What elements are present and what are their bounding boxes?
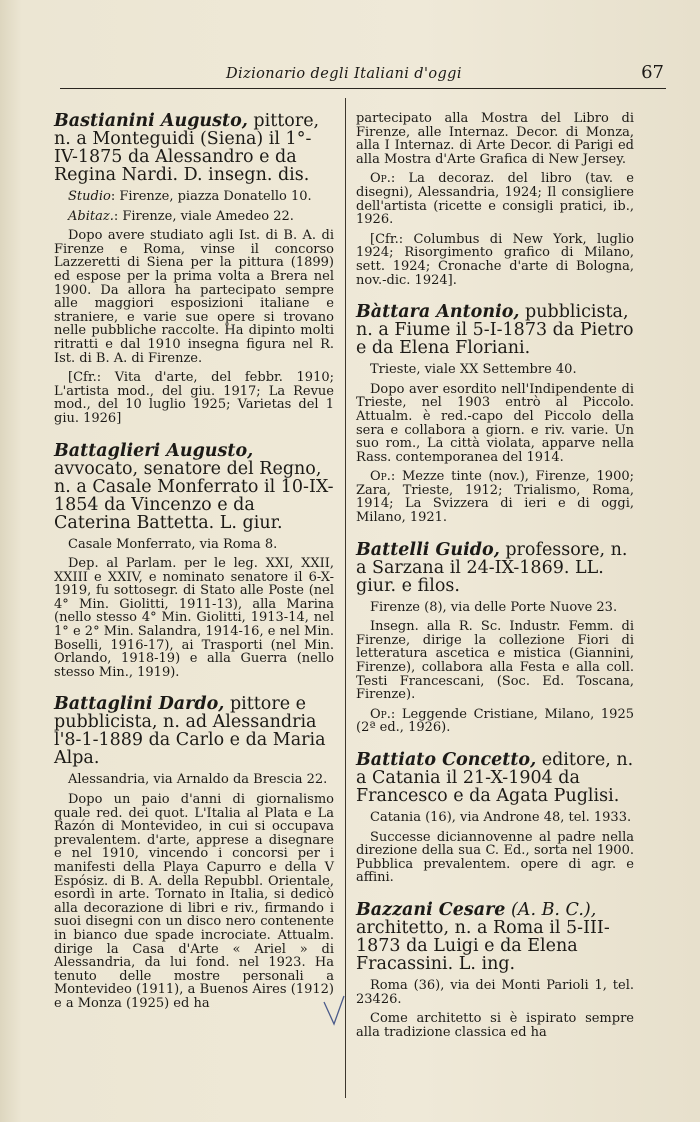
entry-lead <box>356 541 634 595</box>
abitaz-address: : Firenze, viale Amedeo 22. <box>113 208 294 224</box>
right-column <box>356 112 634 1055</box>
entry-name: Bazzani Cesare <box>356 899 506 920</box>
pencil-mark-icon <box>322 990 356 1030</box>
entry-battelli <box>356 541 634 735</box>
entry-summary: professore, n. a Sarzana il 24-IX-1869. LL. giur. e filos. <box>356 539 628 596</box>
entry-battaglieri <box>54 442 334 680</box>
entry-body: Dopo un paio d'anni di giornalismo quale red. dei quot. L'Italia al Plata e La Razón di Montevideo, in cui si occupava prevalentem. d'arte, apprese a disegnare e nel 1910, vincendo i concorsi per i manifesti della Playa Capurro e della V Espósiz. di B. A. della Repubbl. Orientale, esordì in arte. Tornato in Italia, si dedicò alla decorazione di libri e riv., firmando i suoi disegni con un disco nero contenente in bianco due spade incrociate. Attualm. dirige la Casa d'Arte « Ariel » di Alessandria, da lui fond. nel 1923. Ha tenuto delle mostre personali a Montevideo (1911), a Buenos Aires (1912) e a Monza (1925) ed ha <box>54 792 334 1011</box>
entry-address: Casale Monferrato, via Roma 8. <box>68 536 278 552</box>
works-list: Mezze tinte (nov.), Firenze, 1900; Zara, Trieste, 1912; Trialismo, Roma, 1914; La Svizzera di ieri e di oggi, Milano, 1921. <box>356 469 634 526</box>
entry-address: Trieste, viale XX Settembre 40. <box>370 362 577 378</box>
entry-body: Insegn. alla R. Sc. Industr. Femm. di Firenze, dirige la collezione Fiori di letteratura ascetica e mistica (Giannini, Firenze), collabora alla Festa e alla coll. Testi Francescani, (Soc. Ed. Toscana, Firenze). <box>356 619 634 703</box>
entry-name: Battaglini Dardo, <box>54 694 225 715</box>
entry-name-alias: (A. B. C.), <box>505 899 597 920</box>
entry-battaglini-continued <box>356 112 634 287</box>
entry-works <box>356 172 634 226</box>
entry-name: Bàttara Antonio, <box>356 302 520 323</box>
entry-summary: pittore, n. a Monteguidi (Siena) il 1°-IV-1875 da Alessandro e da Regina Nardi. D. insegn. dis. <box>54 111 320 185</box>
entry-summary: architetto, n. a Roma il 5-III-1873 da Luigi e da Elena Fracassini. L. ing. <box>356 917 610 974</box>
entry-body: Dopo avere studiato agli Ist. di B. A. di Firenze e Roma, vinse il concorso Lazzeretti di Siena per la pittura (1899) ed espose per la prima volta a Brera nel 1900. Da allora ha partecipato sempre alle maggiori esposizioni italiane e straniere, e varie sue opere si trovano nelle pubbliche raccolte. Ha dipinto molti ritratti e dal 1910 insegna figura nel R. Ist. di B. A. di Firenze. <box>54 228 334 366</box>
entry-bazzani <box>356 901 634 1039</box>
entry-lead <box>356 303 634 357</box>
entry-summary: pubblicista, n. a Fiume il 5-I-1873 da Pietro e da Elena Floriani. <box>356 302 634 359</box>
header-title: Dizionario degli Italiani d'oggi <box>226 66 462 82</box>
entry-address: Firenze (8), via delle Porte Nuove 23. <box>370 599 618 615</box>
works-label: Op.: <box>370 469 396 485</box>
studio-address: : Firenze, piazza Donatello 10. <box>110 189 312 204</box>
works-list: La decoraz. del libro (tav. e disegni), Alessandria, 1924; Il consigliere dell'artista (ricette e consigli pratici, ib., 1926. <box>356 171 634 228</box>
entry-lead <box>54 112 334 184</box>
entry-references: [Cfr.: Vita d'arte, del febbr. 1910; L'artista mod., del giu. 1917; La Revue mod., del 10 luglio 1925; Varietas del 1 giu. 1926] <box>54 370 334 426</box>
works-label: Op.: <box>370 706 396 722</box>
entry-address: Alessandria, via Arnaldo da Brescia 22. <box>68 772 328 788</box>
studio-label: Studio <box>68 189 111 204</box>
entry-name: Battelli Guido, <box>356 539 500 560</box>
entry-name: Battaglieri Augusto, <box>54 440 254 461</box>
abitaz-line <box>54 210 334 224</box>
abitaz-label: Abitaz. <box>68 208 114 224</box>
column-divider <box>345 98 346 1098</box>
running-header <box>60 62 666 89</box>
left-column <box>54 112 334 1027</box>
entry-body: Successe diciannovenne al padre nella direzione della sua C. Ed., sorta nel 1900. Pubblica prevalentem. opere di agr. e affini. <box>356 829 634 886</box>
entry-lead <box>356 901 634 973</box>
entry-works <box>356 470 634 524</box>
entry-lead <box>356 751 634 805</box>
entry-bastianini <box>54 112 334 426</box>
entry-summary: pittore e pubblicista, n. ad Alessandria l'8-1-1889 da Carlo e da Maria Alpa. <box>54 694 326 769</box>
entry-battiato <box>356 751 634 885</box>
entry-address: Catania (16), via Androne 48, tel. 1933. <box>370 810 632 825</box>
entry-lead <box>54 695 334 767</box>
entry-body: Dopo aver esordito nell'Indipendente di Trieste, nel 1903 entrò al Piccolo. Attualm. è red.-capo del Piccolo della sera e collabora a giorn. e riv. varie. Un suo rom., La città violata, apparve nella Rass. contemporanea del 1914. <box>356 381 634 465</box>
entry-battara <box>356 303 634 525</box>
entry-body: Come architetto si è ispirato sempre alla tradizione classica ed ha <box>356 1011 634 1040</box>
entry-summary: avvocato, senatore del Regno, n. a Casale Monferrato il 10-IX-1854 da Vincenzo e da Caterina Battetta. L. giur. <box>54 458 334 533</box>
entry-battaglini <box>54 695 334 1010</box>
entry-summary: editore, n. a Catania il 21-X-1904 da Francesco e da Agata Puglisi. <box>356 750 634 806</box>
works-list: Leggende Cristiane, Milano, 1925 (2ª ed., 1926). <box>356 706 634 736</box>
entry-lead <box>54 442 334 532</box>
entry-works <box>356 708 634 735</box>
works-label: Op.: <box>370 171 396 187</box>
entry-body: Dep. al Parlam. per le leg. XXI, XXII, XXIII e XXIV, e nominato senatore il 6-X-1919, fu sottosegr. di Stato alle Poste (nel 4° Min. Giolitti, 1911-13), alla Marina (nello stesso 4° Min. Giolitti, 1913-14, nel 1° e 2° Min. Salandra, 1914-16, e nel Min. Boselli, 1916-17), ai Trasporti (nel Min. Orlando, 1918-19) e alla Guerra (nello stesso Min., 1919). <box>54 556 334 680</box>
entry-name: Battiato Concetto, <box>356 750 537 770</box>
studio-line <box>54 190 334 204</box>
entry-references: [Cfr.: Columbus di New York, luglio 1924; Risorgimento grafico di Milano, sett. 1924; Cronache d'arte di Bologna, nov.-dic. 1924]. <box>356 231 634 288</box>
page-number: 67 <box>641 62 664 83</box>
entry-address: Roma (36), via dei Monti Parioli 1, tel. 23426. <box>356 977 634 1007</box>
entry-body-continued: partecipato alla Mostra del Libro di Firenze, alle Internaz. Decor. di Monza, alla I Internaz. di Arte Decor. di Parigi ed alla Mostra d'Arte Grafica di New Jersey. <box>356 111 634 167</box>
entry-name: Bastianini Augusto, <box>54 111 248 131</box>
